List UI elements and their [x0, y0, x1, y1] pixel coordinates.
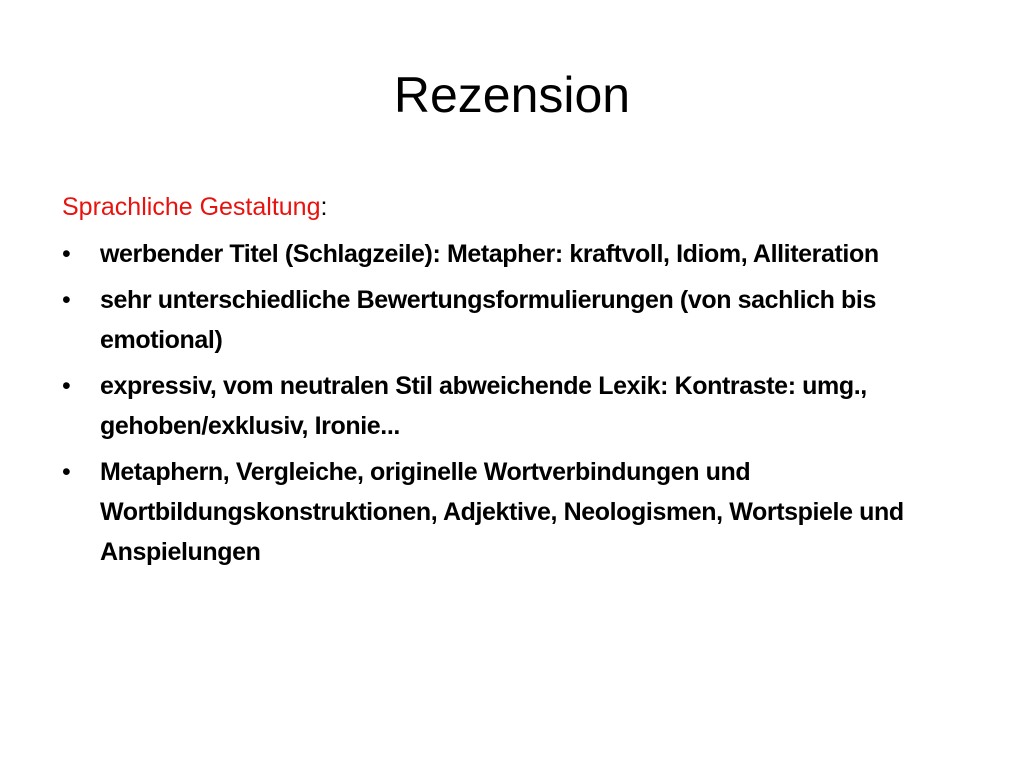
bullet-icon: •: [62, 286, 71, 314]
slide-content: [62, 186, 962, 572]
bullet-icon: •: [62, 240, 71, 268]
list-item-text: Metaphern, Vergleiche, originelle Wortverbindungen und Wortbildungskonstruktionen, Adjektive, Neologismen, Wortspiele und Anspielungen: [100, 458, 904, 566]
list-item: [62, 452, 962, 572]
list-item: [62, 234, 962, 274]
list-item-text: expressiv, vom neutralen Stil abweichende Lexik: Kontraste: umg., gehoben/exklusiv, Ironie...: [100, 372, 867, 440]
list-item-text: sehr unterschiedliche Bewertungsformulierungen (von sachlich bis emotional): [100, 286, 876, 354]
section-heading-label: Sprachliche Gestaltung: [62, 193, 321, 221]
list-item-text: werbender Titel (Schlagzeile): Metapher: kraftvoll, Idiom, Alliteration: [100, 240, 879, 268]
bullet-icon: •: [62, 372, 71, 400]
bullet-list: [62, 234, 962, 572]
slide-title: Rezension: [393, 67, 631, 123]
list-item: [62, 280, 962, 360]
section-heading: [62, 186, 962, 228]
section-heading-colon: :: [320, 193, 328, 221]
bullet-icon: •: [62, 458, 71, 486]
list-item: [62, 366, 962, 446]
